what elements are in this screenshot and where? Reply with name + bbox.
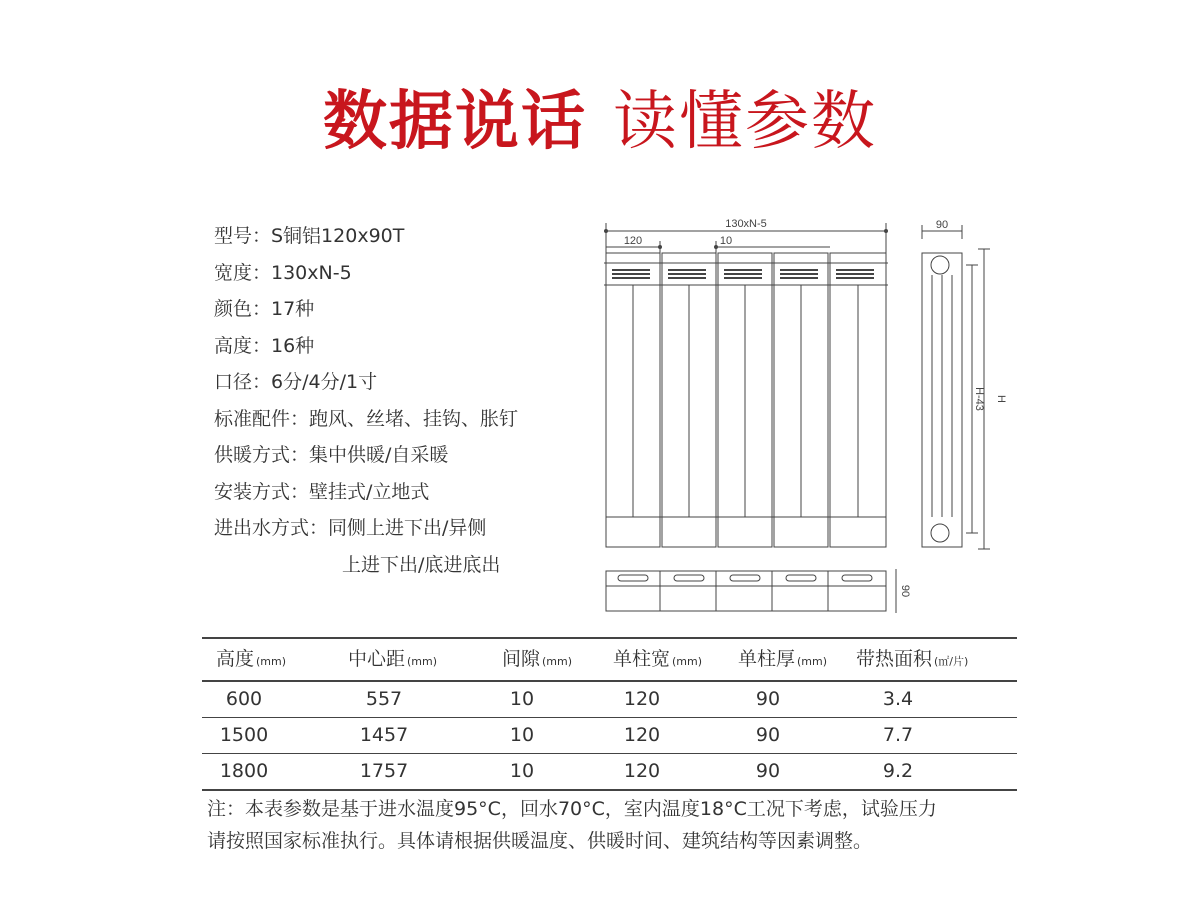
- page-title: [0, 70, 1200, 162]
- header-center-distance: 中心距 (mm): [348, 648, 438, 670]
- cell-gap: 10: [509, 724, 535, 746]
- cell-height: 1800: [219, 760, 269, 782]
- footnote-line2: 请按照国家标准执行。具体请根据供暖温度、供暖时间、建筑结构等因素调整。: [207, 830, 873, 852]
- cell-column-depth: 90: [755, 760, 781, 782]
- table-row: [202, 754, 1017, 791]
- cell-gap: 10: [509, 760, 535, 782]
- header-height: 高度 (mm): [216, 648, 287, 670]
- cell-heat-area: 3.4: [882, 688, 914, 710]
- header-column-depth: 单柱厚 (mm): [738, 648, 828, 670]
- cell-height: 1500: [219, 724, 269, 746]
- spec-inlet-outlet-line1: 进出水方式：同侧上进下出/异侧: [214, 517, 487, 539]
- spec-heating-mode: 供暖方式：集中供暖/自采暖: [214, 444, 449, 466]
- footnote-line1: 注：本表参数是基于进水温度95°C，回水70°C，室内温度18°C工况下考虑，试验压力: [207, 798, 937, 820]
- spec-table: [202, 637, 1017, 791]
- spec-inlet-outlet: [214, 510, 518, 583]
- spec-width: 宽度：130xN-5: [214, 261, 352, 284]
- cell-gap: 10: [509, 688, 535, 710]
- cell-heat-area: 9.2: [882, 760, 914, 782]
- table-row: [202, 718, 1017, 754]
- front-view: [604, 253, 888, 547]
- radiator-drawing: [590, 205, 1010, 625]
- vent-slot: [612, 269, 650, 271]
- header-heat-area: 带热面积 (㎡/片): [856, 648, 969, 670]
- cell-center-distance: 557: [365, 688, 403, 710]
- spec-height: 高度：16种: [214, 334, 315, 357]
- cell-column-depth: 90: [755, 688, 781, 710]
- spec-model: 型号：S铜铝120x90T: [214, 225, 405, 247]
- bottom-view: [606, 569, 896, 613]
- spec-color: 颜色：17种: [214, 298, 315, 320]
- cell-column-depth: 90: [755, 724, 781, 746]
- cell-height: 600: [225, 688, 263, 710]
- title-sub: 读懂参数: [613, 85, 877, 159]
- cell-center-distance: 1757: [359, 760, 409, 782]
- cell-column-width: 120: [623, 688, 661, 710]
- spec-inlet-outlet-line2: 上进下出/底进底出: [342, 553, 501, 576]
- spec-installation: 安装方式：壁挂式/立地式: [214, 480, 430, 503]
- spec-accessories: 标准配件：跑风、丝堵、挂钩、胀钉: [214, 407, 519, 430]
- cell-column-width: 120: [623, 760, 661, 782]
- footnote: [207, 793, 937, 857]
- header-gap: 间隙 (mm): [502, 648, 573, 670]
- cell-center-distance: 1457: [359, 724, 409, 746]
- dim-total-width: 130xN-5: [725, 218, 767, 230]
- cell-heat-area: 7.7: [882, 724, 914, 746]
- spec-caliber: 口径：6分/4分/1寸: [214, 371, 378, 393]
- spec-list: [214, 218, 518, 583]
- header-column-width: 单柱宽 (mm): [613, 648, 703, 670]
- dim-bottom-depth: 90: [899, 584, 911, 598]
- dim-depth: 90: [935, 219, 949, 231]
- table-row: [202, 682, 1017, 718]
- title-main: 数据说话: [323, 85, 587, 159]
- dim-height: H: [995, 395, 1007, 403]
- dim-gap: 10: [719, 235, 733, 247]
- cell-column-width: 120: [623, 724, 661, 746]
- table-header: [202, 637, 1017, 682]
- dim-column-width: 120: [623, 235, 643, 247]
- dim-center-distance: H-43: [973, 387, 985, 411]
